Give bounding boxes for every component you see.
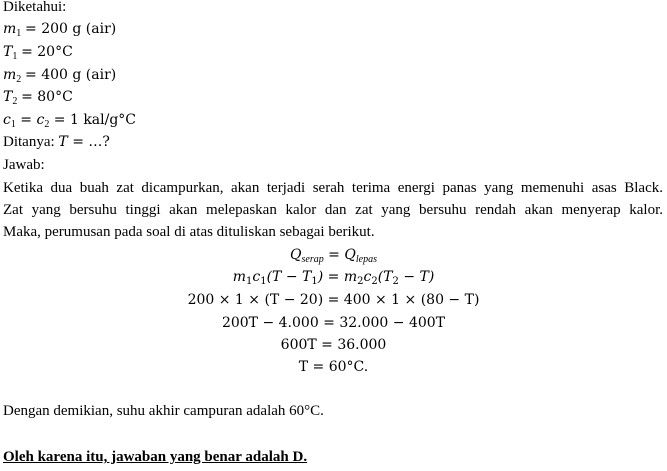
- T1-value: = 20°C: [21, 44, 73, 60]
- answer-paragraph-2: Zat yang bersuhu tinggi akan melepaskan kalor dan zat yang bersuhu rendah akan menyerap kalor.: [3, 202, 663, 218]
- eq2-m1: m: [232, 269, 246, 285]
- equation-4: 200T − 4.000 = 32.000 − 400T: [221, 315, 446, 331]
- eq1-lhs-symbol: Q: [290, 247, 302, 263]
- eq2-T2-sub: 2: [392, 276, 399, 287]
- m1-subscript: 1: [16, 28, 22, 39]
- eq2-delta-right: (T: [377, 269, 393, 285]
- c-value: = 1 kal/g°C: [49, 112, 137, 128]
- eq2-m2: m: [343, 269, 358, 285]
- eq2-T1-sub: 1: [311, 276, 318, 287]
- eq2-m1-sub: 1: [245, 276, 253, 287]
- asked-line: [3, 131, 110, 153]
- given-specific-heat: [3, 109, 136, 131]
- asked-value: = …?: [67, 134, 110, 150]
- T2-value: = 80°C: [21, 89, 73, 105]
- m1-symbol: m: [3, 21, 17, 37]
- c-equals: =: [15, 112, 37, 128]
- equation-1: [0, 244, 667, 266]
- eq1-rhs-subscript: lepas: [355, 254, 377, 265]
- equation-5: 600T = 36.000: [280, 337, 387, 353]
- eq2-c1: c: [252, 269, 261, 285]
- given-m2: [3, 64, 116, 86]
- eq1-equals: =: [323, 247, 345, 263]
- eq2-delta-right-end: − T): [398, 269, 435, 285]
- T1-subscript: 1: [12, 51, 18, 62]
- answer-paragraph-3: Maka, perumusan pada soal di atas dituliskan sebagai berikut.: [3, 224, 375, 240]
- final-answer-text: Oleh karena itu, jawaban yang benar adalah D.: [3, 449, 308, 465]
- given-T1: [3, 41, 73, 63]
- eq2-delta-left: (T − T: [266, 269, 312, 285]
- eq2-c2-sub: 2: [371, 276, 378, 287]
- eq2-m2-sub: 2: [357, 276, 364, 287]
- c2-symbol: c: [36, 112, 45, 128]
- m2-subscript: 2: [16, 74, 22, 85]
- c1-subscript: 1: [10, 119, 16, 130]
- c2-subscript: 2: [44, 119, 50, 130]
- m1-value: = 200 g (air): [25, 21, 117, 37]
- conclusion-text: Dengan demikian, suhu akhir campuran adalah 60°C.: [3, 403, 324, 419]
- eq1-lhs-subscript: serap: [301, 254, 324, 265]
- answer-paragraph-1: Ketika dua buah zat dicampurkan, akan terjadi serah terima energi panas yang memenuhi asas Black.: [3, 180, 663, 196]
- answer-heading: Jawab:: [3, 157, 45, 173]
- c1-symbol: c: [3, 112, 11, 128]
- equation-3: 200 × 1 × (T − 20) = 400 × 1 × (80 − T): [187, 292, 480, 308]
- given-m1: [3, 18, 116, 40]
- equation-6: T = 60°C.: [298, 359, 369, 375]
- m2-value: = 400 g (air): [25, 67, 117, 83]
- T2-subscript: 2: [12, 96, 18, 107]
- asked-label: Ditanya:: [3, 134, 59, 150]
- eq2-equals: ) =: [317, 269, 344, 285]
- T2-symbol: T: [3, 89, 13, 105]
- m2-symbol: m: [3, 67, 17, 83]
- eq2-c2: c: [363, 269, 372, 285]
- given-T2: [3, 86, 73, 108]
- eq2-c1-sub: 1: [260, 276, 267, 287]
- asked-symbol: T: [58, 134, 68, 150]
- equation-2: [0, 266, 667, 288]
- T1-symbol: T: [3, 44, 13, 60]
- given-heading: Diketahui:: [3, 0, 67, 15]
- eq1-rhs-symbol: Q: [344, 247, 356, 263]
